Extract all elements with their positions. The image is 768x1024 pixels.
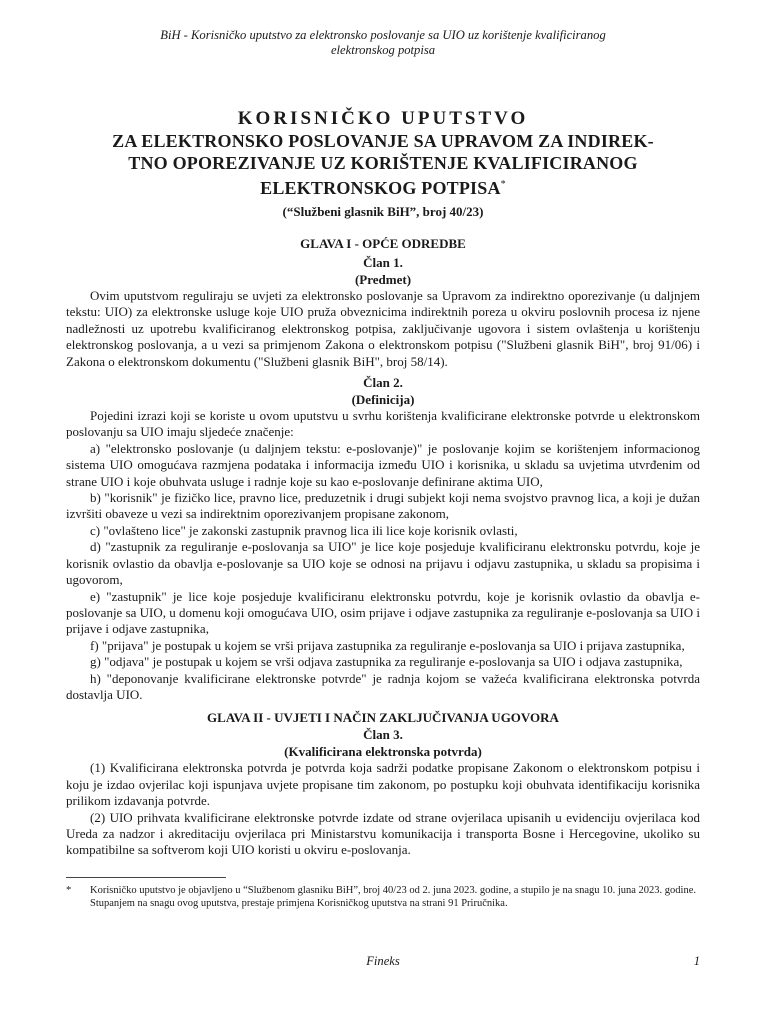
- footnote-mark: *: [66, 884, 72, 896]
- article-2-item-a: a) "elektronsko poslovanje (u daljnjem tekstu: e-poslovanje)" je poslovanje kojim se korištenjem informacionog sistema UIO omogućava razmjena podataka i informacija između UIO i korisnika, u skladu sa uvjetima utvrđenim od strane UIO i koje obuhvata usluge i radnje koje su kao e-poslovanje definirane aktima UIO,: [66, 440, 700, 489]
- article-3-name: (Kvalificirana elektronska potvrda): [284, 744, 482, 760]
- article-2-item-d: d) "zastupnik za reguliranje e-poslovanja sa UIO" je lice koje posjeduje kvalificiranu elektronsku potvrdu, koje je korisnik ovlastio da obavlja e-poslovanje sa UIO koje se odnosi na prijavu i odjavu zastupnika, u skladu sa propisima i ugovorom,: [66, 539, 700, 588]
- gazette-reference: (“Službeni glasnik BiH”, broj 40/23): [282, 204, 484, 219]
- document-title: [66, 108, 700, 221]
- footnotes: [66, 884, 700, 910]
- article-1-name: (Predmet): [354, 272, 412, 287]
- article-2-item-h: h) "deponovanje kvalificirane elektronske potvrde" je radnja kojom se važeća kvalificirana elektronska potvrda dostavlja UIO.: [66, 670, 700, 702]
- footnote-item: [66, 884, 700, 897]
- article-3-number: Član 3.: [363, 727, 403, 743]
- article-2-name: (Definicija): [351, 392, 415, 408]
- chapter-2-heading: GLAVA II - UVJETI I NAČIN ZAKLJUČIVANJA UGOVORA: [207, 710, 559, 726]
- article-2-item-c: c) "ovlašteno lice" je zakonski zastupnik pravnog lica ili lice koje korisnik ovlasti,: [90, 522, 518, 538]
- article-2-item-e: e) "zastupnik" je lice koje posjeduje kvalificiranu elektronsku potvrdu, koje je korisnik ovlastio da obavlja e-poslovanje sa UIO, u domenu koji omogućava UIO, osim prijave i odjave zastupnika za reguliranje e-poslovanja sa UIO i prijave i odjave zastupnika,: [66, 588, 700, 637]
- article-2-number: Član 2.: [363, 375, 403, 391]
- title-sub-line-3: [66, 174, 700, 199]
- article-1-number: Član 1.: [363, 255, 403, 270]
- article-3-paragraph-2: (2) UIO prihvata kvalificirane elektronske potvrde izdate od strane ovjerilaca upisanih u evidenciju ovjerilaca kod Ureda za nadzor i akreditaciju ovjerilaca pri Ministarstvu komunikacija i transporta Bosne i Hercegovine, ukoliko su kompatibilne sa softverom koji UIO koristi u okviru e-poslovanja.: [66, 809, 700, 858]
- footnote-divider: [66, 877, 226, 878]
- article-2-item-f: f) "prijava" je postupak u kojem se vrši prijava zastupnika za reguliranje e-poslovanja sa UIO i prijava zastupnika,: [90, 637, 685, 653]
- footnote-reference[interactable]: *: [500, 179, 506, 190]
- article-1-text: Ovim uputstvom reguliraju se uvjeti za elektronsko poslovanje sa Upravom za indirektno oporezivanje (u daljnjem tekstu: UIO) za elektronske usluge koje UIO pruža obveznicima indirektnih poreza u okviru poslovnih procesa iz njene nadležnosti uz upotrebu kvalificiranog elektronskog potpisa, zaključivanje ugovora i sistem ovlaštenja u korištenju elektronskog poslovanja, a u vezi sa primjenom Zakona o elektronskom potpisu ("Službeni glasnik BiH", broj 91/06) i Zakona o elektronskom dokumentu ("Službeni glasnik BiH", broj 58/14).: [66, 288, 700, 369]
- footer-publisher: Fineks: [366, 954, 400, 968]
- running-header-line-1: BiH - Korisničko uputstvo za elektronsko poslovanje sa UIO uz korištenje kvalificiranog: [160, 28, 606, 42]
- title-sub-line-3-text: ELEKTRONSKOG POTPISA: [260, 178, 501, 198]
- article-2-item-g: g) "odjava" je postupak u kojem se vrši odjava zastupnika za reguliranje e-poslovanja sa UIO i odjava zastupnika,: [90, 654, 683, 670]
- title-main: KORISNIČKO UPUTSTVO: [237, 108, 529, 129]
- running-header: [66, 28, 700, 58]
- chapter-1-heading: GLAVA I - OPĆE ODREDBE: [300, 236, 466, 251]
- article-2-item-b: b) "korisnik" je fizičko lice, pravno lice, preduzetnik i drugi subjekt koji nema svojstvo pravnog lica, a koji je dužan izvršiti obaveze u vezi sa indirektnim oporezivanjem propisane zakonom,: [66, 490, 700, 522]
- article-2-paragraph: Pojedini izrazi koji se koriste u ovom uputstvu u svrhu korištenja kvalificirane elektronske potvrde u elektronskom poslovanju sa UIO imaju sljedeće značenje:: [66, 408, 700, 440]
- document-page: [66, 28, 700, 910]
- page-number: 1: [693, 954, 700, 968]
- title-sub-line-2: TNO OPOREZIVANJE UZ KORIŠTENJE KVALIFICIRANOG: [128, 153, 638, 173]
- running-header-line-2: elektronskog potpisa: [330, 43, 436, 57]
- footnote-text-2: Stupanjem na snagu ovog uputstva, prestaje primjena Korisničkog uputstva na strani 91 Priručnika.: [90, 897, 508, 909]
- article-3-paragraph-1: (1) Kvalificirana elektronska potvrda je potvrda koja sadrži podatke propisane Zakonom o elektronskom potpisu i koju je izdao ovjerilac koji ispunjava uvjete propisane tim zakonom, po postupku koji obuhvata identifikaciju korisnika prilikom izdavanja potvrde.: [66, 760, 700, 809]
- title-sub-line-1: ZA ELEKTRONSKO POSLOVANJE SA UPRAVOM ZA INDIREK-: [112, 131, 654, 151]
- footnote-text-1: Korisničko uputstvo je objavljeno u “Službenom glasniku BiH”, broj 40/23 od 2. juna 2023. godine, a stupilo je na snagu 10. juna 2023. godine.: [90, 884, 697, 896]
